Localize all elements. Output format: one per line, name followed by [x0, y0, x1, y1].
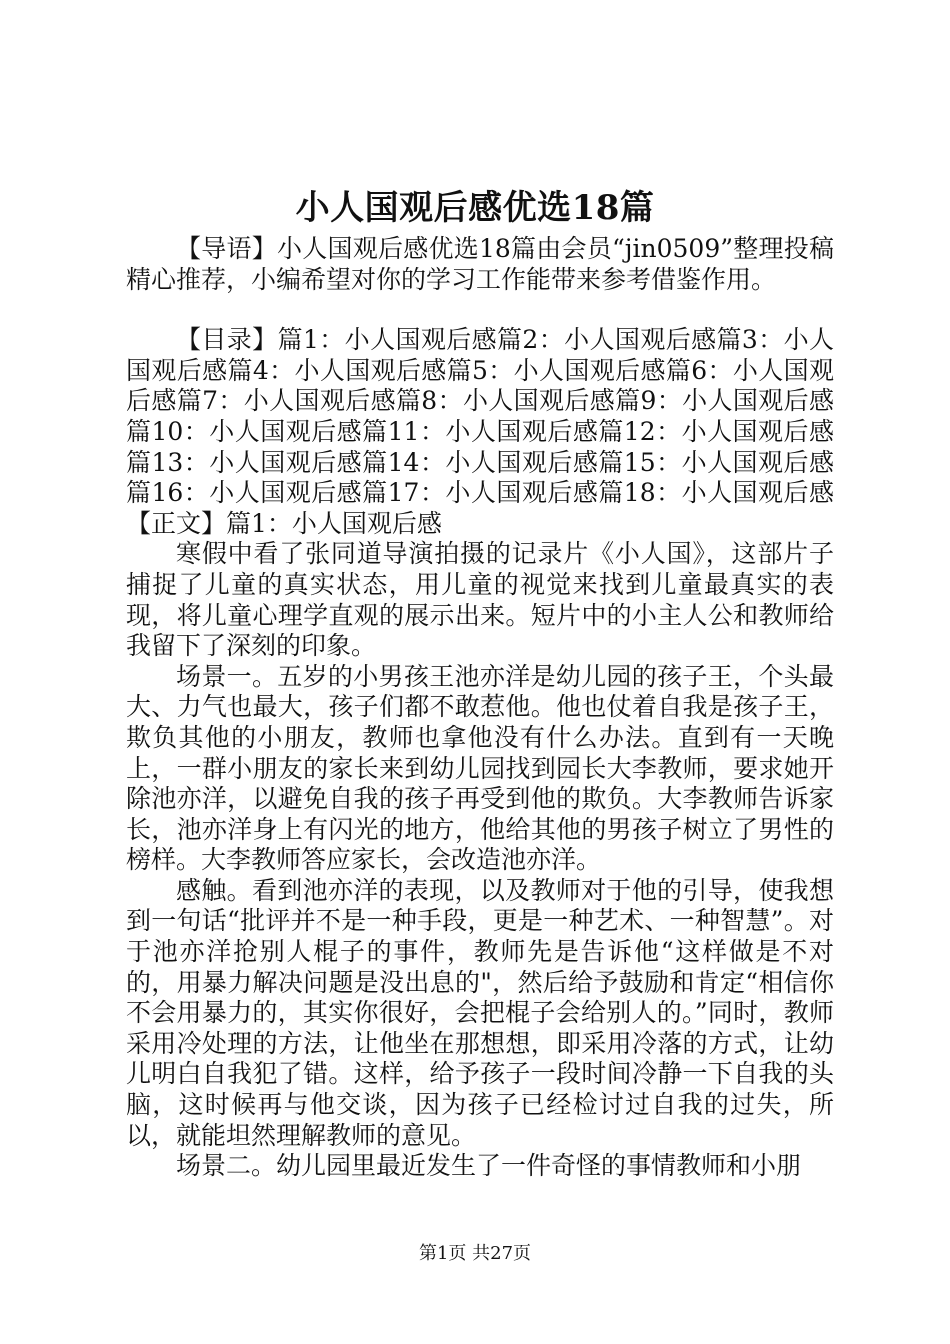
- body-paragraph: 场景二。幼儿园里最近发生了一件奇怪的事情教师和小朋: [176, 1151, 802, 1181]
- body-paragraph: 场景一。五岁的小男孩王池亦洋是幼儿园的孩子王，个头最大、力气也最大，孩子们都不敢惹他。他也仗着自我是孩子王，欺负其他的小朋友，教师也拿他没有什么办法。直到有一天晚上，一群小朋友的家长来到幼儿园找到园长大李教师，要求她开除池亦洋，以避免自我的孩子再受到他的欺负。大李教师告诉家长，池亦洋身上有闪光的地方，他给其他的男孩子树立了男性的榜样。大李教师答应家长，会改造池亦洋。: [126, 661, 834, 875]
- intro-paragraph: 【导语】小人国观后感优选18篇由会员“jin0509”整理投稿精心推荐，小编希望对你的学习工作能带来参考借鉴作用。: [126, 234, 834, 294]
- body-paragraph: 寒假中看了张同道导演拍摄的记录片《小人国》，这部片子捕捉了儿童的真实状态，用儿童的视觉来找到儿童最真实的表现，将儿童心理学直观的展示出来。短片中的小主人公和教师给我留下了深刻的印象。: [126, 539, 834, 661]
- body-paragraph: 感触。看到池亦洋的表现，以及教师对于他的引导，使我想到一句话“批评并不是一种手段，更是一种艺术、一种智慧”。对于池亦洋抢别人棍子的事件，教师先是告诉他“这样做是不对的，用暴力解决问题是没出息的"，然后给予鼓励和肯定“相信你不会用暴力的，其实你很好，会把棍子会给别人的。”同时，教师采用冷处理的方法，让他坐在那想想，即采用冷落的方式，让幼儿明白自我犯了错。这样，给予孩子一段时间冷静一下自我的头脑，这时候再与他交谈，因为孩子已经检讨过自我的过失，所以，就能坦然理解教师的意见。: [126, 875, 834, 1150]
- page-footer: 第1页 共27页: [418, 1243, 532, 1264]
- toc-paragraph: 【目录】篇1：小人国观后感篇2：小人国观后感篇3：小人国观后感篇4：小人国观后感篇5：小人国观后感篇6：小人国观后感篇7：小人国观后感篇8：小人国观后感篇9：小人国观后感篇10：小人国观后感篇11：小人国观后感篇12：小人国观后感篇13：小人国观后感篇14：小人国观后感篇15：小人国观后感篇16：小人国观后感篇17：小人国观后感篇18：小人国观后感【正文】篇1：小人国观后感: [126, 325, 834, 538]
- document-body: [126, 234, 834, 1182]
- document-title: 小人国观后感优选18篇: [295, 188, 655, 228]
